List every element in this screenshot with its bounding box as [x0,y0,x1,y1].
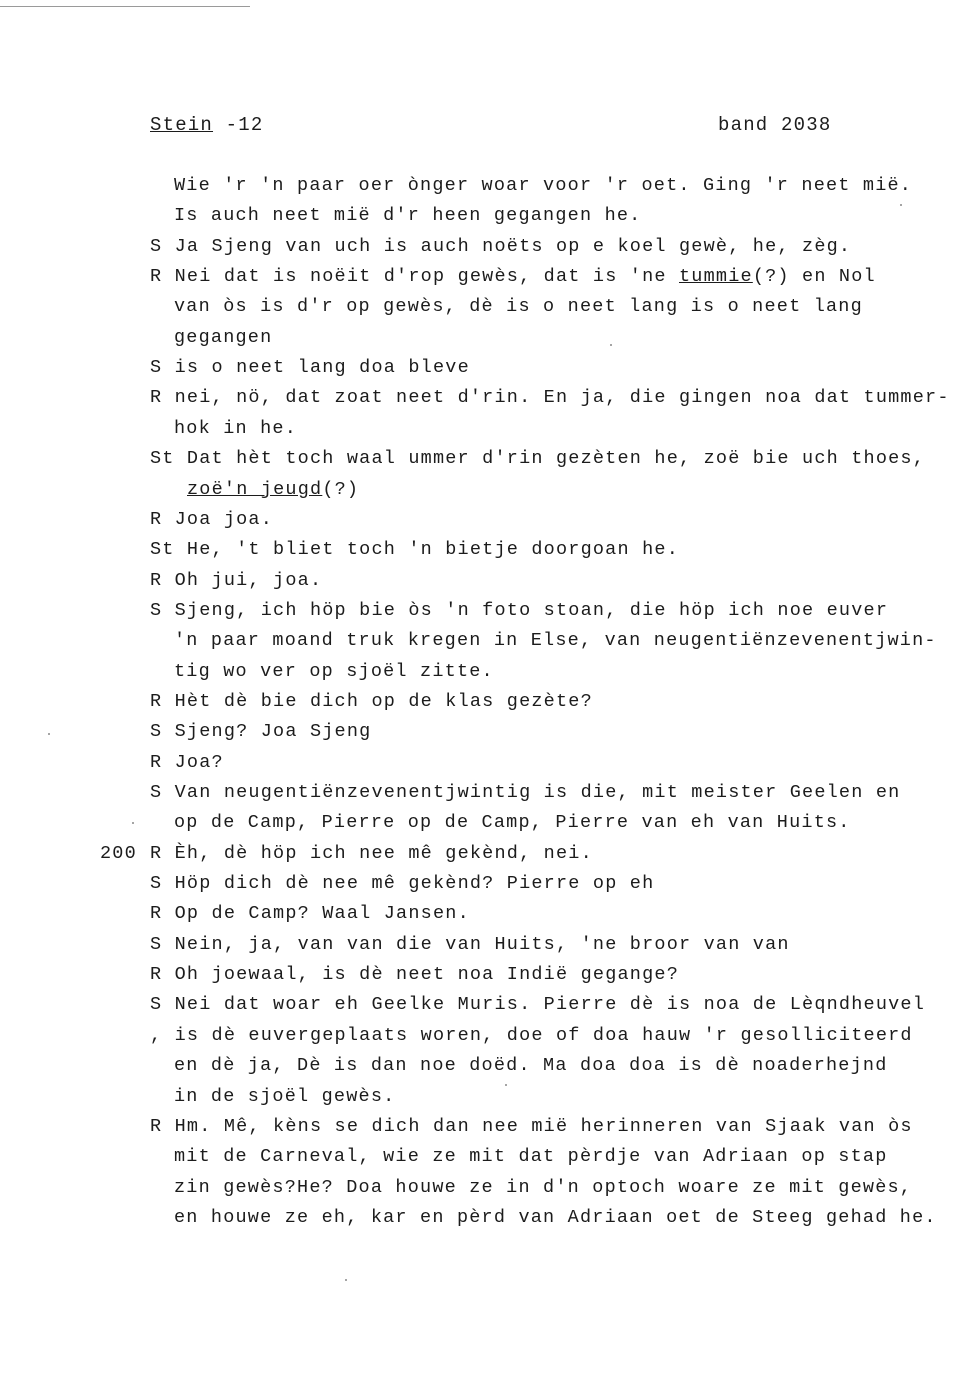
utterance-text: en dè ja, Dè is dan noe doëd. Ma doa doa is dè noaderhejnd [174,1055,888,1077]
transcript-line [150,717,371,747]
transcript-line [174,414,297,444]
top-edge-rule [0,6,250,7]
transcript-line [174,1082,395,1112]
transcript-line [150,869,654,899]
utterance-text: Op de Camp? Waal Jansen. [174,903,470,925]
transcript-line [150,232,851,262]
utterance-text: Joa joa. [174,508,274,530]
speaker-label: R [150,751,163,773]
utterance-text: Is auch neet mië d'r heen gegangen he. [174,205,642,227]
transcript-line [174,1173,912,1203]
transcript-line [174,657,494,687]
transcript-line [100,839,593,869]
paper-speck [48,733,50,735]
utterance-text: Oh joewaal, is dè neet noa Indië gegange? [174,964,679,986]
speaker-label: S [150,721,163,743]
speaker-label: S [150,782,163,803]
utterance-text: Höp dich dè nee mê gekènd? Pierre op eh [174,873,655,895]
utterance-text: Hm. Mê, kèns se dich dan nee mië herinneren van Sjaak van òs [174,1115,913,1137]
utterance-text: Hèt dè bie dich op de klas gezète? [174,690,593,712]
transcript-line [174,1203,937,1233]
utterance-text: Sjeng? Joa Sjeng [174,721,372,743]
speaker-label: St [150,448,175,470]
speaker-label: R [150,1115,163,1137]
transcript-line [150,990,925,1020]
transcript-line [150,353,470,383]
utterance-text-continued: (?) en Nol [752,266,876,288]
tape-number: band 2038 [718,114,832,136]
place-name: Stein [150,114,214,136]
utterance-text: hok in he. [174,417,298,439]
speaker-label: , [150,1024,163,1046]
transcript-line [150,778,900,808]
transcript-line [174,171,912,201]
transcript-line [174,1142,888,1172]
transcript-line [174,292,863,322]
utterance-text: Oh jui, joa. [174,569,323,591]
transcript-line [150,1021,913,1051]
transcript-line [150,383,950,413]
transcript-line [174,626,937,656]
paper-speck [900,204,902,206]
speaker-label: R [150,964,163,986]
utterance-text: gegangen [174,326,273,348]
transcript-line [150,899,470,929]
utterance-text: Dat hèt toch waal ummer d'rin gezèten he, zoë bie uch thoes, [186,448,926,470]
transcript-line [187,475,359,505]
utterance-text: nei, nö, dat zoat neet d'rin. En ja, die gingen noa dat tummer- [174,387,950,409]
utterance-text: 'n paar moand truk kregen in Else, van neugentiënzevenentjwin- [174,630,937,652]
transcript-line [150,535,679,565]
underlined-uncertain-word: tummie [679,266,753,288]
transcript-line [150,505,273,535]
transcript-line [150,566,322,596]
utterance-text: op de Camp, Pierre op de Camp, Pierre van eh van Huits. [174,812,851,834]
utterance-text: He, 't bliet toch 'n bietje doorgoan he. [186,539,679,561]
transcript-line [150,930,790,960]
utterance-text: Van neugentiënzevenentjwintig is die, mit meister Geelen en [174,782,901,803]
speaker-label: S [150,994,163,1016]
transcript-line [150,444,925,474]
utterance-text-continued: (?) [322,478,360,500]
transcript-line [174,1051,888,1081]
utterance-text: van òs is d'r op gewès, dè is o neet lang is o neet lang [174,296,863,318]
utterance-text: Ja Sjeng van uch is auch noëts op e koel gewè, he, zèg. [174,235,852,257]
speaker-label: R [150,266,163,288]
utterance-text: Wie 'r 'n paar oer ònger woar voor 'r oet. Ging 'r neet mië. [174,175,913,196]
speaker-label: S [150,357,163,379]
paper-speck [610,344,612,346]
utterance-text: mit de Carneval, wie ze mit dat pèrdje van Adriaan op stap [174,1146,888,1168]
speaker-label: R [150,569,163,591]
speaker-label: R [150,842,163,864]
transcript-line [150,262,876,292]
paper-speck [345,1279,347,1281]
utterance-text: Nein, ja, van van die van Huits, 'ne broor van van [174,933,790,955]
speaker-label: R [150,903,163,925]
utterance-text: in de sjoël gewès. [174,1085,396,1107]
transcript-line [150,748,224,778]
utterance-text: en houwe ze eh, kar en pèrd van Adriaan oet de Steeg gehad he. [174,1206,937,1228]
utterance-text: Joa? [174,751,224,773]
transcript-line [174,201,641,231]
transcript-line [150,687,593,717]
transcript-line [174,808,851,838]
utterance-text: Sjeng, ich höp bie òs 'n foto stoan, die höp ich noe euver [174,599,889,621]
utterance-text: is dè euvergeplaats woren, doe of doa hauw 'r gesolliciteerd [174,1024,913,1046]
speaker-label: R [150,508,163,530]
transcript-line [150,960,679,990]
speaker-label: R [150,387,163,409]
speaker-label: S [150,599,163,621]
utterance-text: Èh, dè höp ich nee mê gekènd, nei. [174,842,593,864]
utterance-text: tig wo ver op sjoël zitte. [174,660,494,682]
page-header-left [150,114,263,136]
speaker-label: R [150,690,163,712]
paper-speck [132,822,134,824]
utterance-text: is o neet lang doa bleve [174,357,470,379]
transcript-line [174,323,272,353]
paper-speck [505,1084,507,1086]
utterance-text: Nei dat woar eh Geelke Muris. Pierre dè is noa de Lèqndheuvel [174,994,926,1016]
speaker-label: S [150,873,163,895]
underlined-uncertain-word: zoë'n jeugd [187,478,323,500]
speaker-label: S [150,933,163,955]
page-number: -12 [213,114,264,136]
line-number: 200 [100,842,137,864]
utterance-text: zin gewès?He? Doa houwe ze in d'n optoch woare ze mit gewès, [174,1176,913,1198]
utterance-text: Nei dat is noëit d'rop gewès, dat is 'ne [174,266,679,288]
speaker-label: S [150,235,163,257]
transcript-line [150,596,888,626]
speaker-label: St [150,539,175,561]
transcript-line [150,1112,913,1142]
